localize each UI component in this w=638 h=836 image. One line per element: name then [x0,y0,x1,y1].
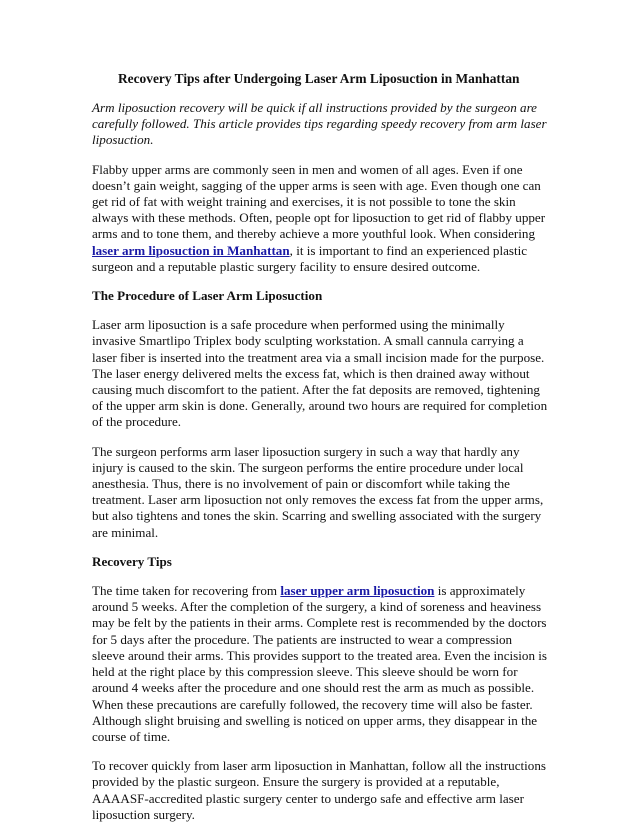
paragraph-flabby-arms [92,162,548,275]
paragraph-surgery: The surgeon performs arm laser liposuction surgery in such a way that hardly any injury is caused to the skin. The surgeon performs the entire procedure under local anesthesia. Thus, there is no involvement of pain or discomfort while taking the treatment. Laser arm liposuction not only removes the excess fat from the upper arms, but also tightens and tones the skin. Scarring and swelling associated with the surgery are minimal. [92,443,544,540]
document-title: Recovery Tips after Undergoing Laser Arm Liposuction in Manhattan [118,71,520,86]
paragraph-recovery-time [92,583,548,745]
paragraph-text: The time taken for recovering from [92,583,281,599]
section-heading-recovery: Recovery Tips [92,553,172,569]
intro-paragraph: Arm liposuction recovery will be quick if all instructions provided by the surgeon are carefully followed. This article provides tips regarding speedy recovery from arm laser liposuction. [92,100,547,148]
document-page [92,70,548,836]
paragraph-text: is approximately around 5 weeks. After the completion of the surgery, a kind of soreness and heaviness may be felt by the patients in their arms. Complete rest is recommended by the doctors for 5 days after the procedure. The patients are instructed to wear a compression sleeve around their arms. This provides support to the treated area. Even the incision is held at the right place by this compression sleeve. This sleeve should be worn for around 4 weeks after the procedure and one should rest the arm as much as possible. When these precautions are carefully followed, the recovery time will also be faster. Although slight bruising and swelling is noticed on upper arms, they disappear in the course of time. [92,583,548,744]
laser-arm-liposuction-link[interactable]: laser arm liposuction in Manhattan [92,242,290,258]
paragraph-procedure: Laser arm liposuction is a safe procedure when performed using the minimally invasive Smartlipo Triplex body sculpting workstation. A small cannula carrying a laser fiber is inserted into the treatment area via a small incision made for the purpose. The laser energy delivered melts the excess fat, which is then drained away without causing much discomfort to the patient. After the fat deposits are removed, tightening of the upper arm skin is done. Generally, around two hours are required for completion of the procedure. [92,317,548,430]
paragraph-text: , it is important to find an experienced plastic surgeon and a reputable plastic surgery facility to ensure desired outcome. [92,242,528,274]
paragraph-recover-quickly: To recover quickly from laser arm liposuction in Manhattan, follow all the instructions provided by the plastic surgeon. Ensure the surgery is provided at a reputable, AAAASF-accredited plastic surgery center to undergo safe and effective arm laser liposuction surgery. [92,758,546,822]
laser-upper-arm-liposuction-link[interactable]: laser upper arm liposuction [280,583,435,599]
paragraph-text: Flabby upper arms are commonly seen in men and women of all ages. Even if one doesn’t gain weight, sagging of the upper arms is seen with age. Even though one can get rid of fat with weight training and exercises, it is not possible to tone the skin always with these methods. Often, people opt for liposuction to get rid of flabby upper arms and to tone them, and thereby achieve a more youthful look. When considering [92,161,546,242]
section-heading-procedure: The Procedure of Laser Arm Liposuction [92,288,323,304]
